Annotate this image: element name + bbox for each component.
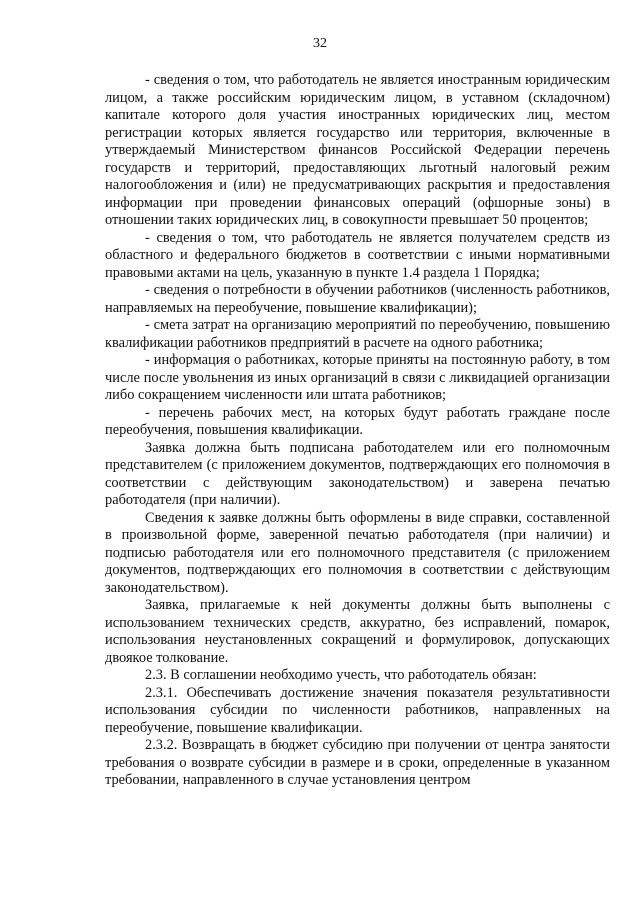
paragraph-section-2-3-2: 2.3.2. Возвращать в бюджет субсидию при получении от центра занятости требования о возврате субсидии в размере и в сроки, определенные в указанном требовании, направленного в случае установления центром: [105, 737, 610, 788]
paragraph-hired-workers-info: - информация о работниках, которые приняты на постоянную работу, в том числе после увольнения из иных организаций в связи с ликвидацией организации либо сокращением численности или штата работников;: [105, 352, 610, 403]
paragraph-training-need-info: - сведения о потребности в обучении работников (численность работников, направляемых на переобучение, повышение квалификации);: [105, 282, 610, 316]
paragraph-foreign-entity-info: - сведения о том, что работодатель не является иностранным юридическим лицом, а также российским юридическим лицом, в уставном (складочном) капитале которого доля участия иностранных юридических лиц, местом регистрации которых является государство или территория, включенные в утверждаемый Министерством финансов Российской Федерации перечень государств и территорий, предоставляющих льготный налоговый режим налогообложения и (или) не предусматривающих раскрытия и предоставления информации при проведении финансовых операций (офшорные зоны) в отношении таких юридических лиц, в совокупности превышает 50 процентов;: [105, 72, 610, 228]
paragraph-workplaces-list: - перечень рабочих мест, на которых будут работать граждане после переобучения, повышения квалификации.: [105, 404, 610, 438]
paragraph-budget-recipient-info: - сведения о том, что работодатель не является получателем средств из областного и федерального бюджетов в соответствии с иными нормативными правовыми актами на цель, указанную в пункте 1.4 раздела 1 Порядка;: [105, 229, 610, 281]
paragraph-technical-requirements: Заявка, прилагаемые к ней документы должны быть выполнены с использованием технических средств, аккуратно, без исправлений, помарок, использования неустановленных сокращений и формулировок, допускающих двоякое толкование.: [105, 597, 610, 666]
document-body: [105, 72, 610, 790]
paragraph-certificate-format: Сведения к заявке должны быть оформлены в виде справки, составленной в произвольной форме, заверенной печатью работодателя (при наличии) и подписью работодателя или его полномочного представителя (с приложением документов, подтверждающих его полномочия в соответствии с действующим законодательством).: [105, 509, 610, 596]
paragraph-section-2-3: 2.3. В соглашении необходимо учесть, что работодатель обязан:: [145, 667, 537, 683]
page-number: 32: [313, 36, 327, 51]
paragraph-application-signature: Заявка должна быть подписана работодателем или его полномочным представителем (с приложением документов, подтверждающих его полномочия в соответствии с действующим законодательством) и заверена печатью работодателя (при наличии).: [105, 439, 610, 508]
paragraph-section-2-3-1: 2.3.1. Обеспечивать достижение значения показателя результативности использования субсидии по численности работников, направленных на переобучение, повышение квалификации.: [105, 684, 610, 736]
paragraph-cost-estimate: - смета затрат на организацию мероприятий по переобучению, повышению квалификации работников предприятий в расчете на одного работника;: [105, 317, 610, 351]
